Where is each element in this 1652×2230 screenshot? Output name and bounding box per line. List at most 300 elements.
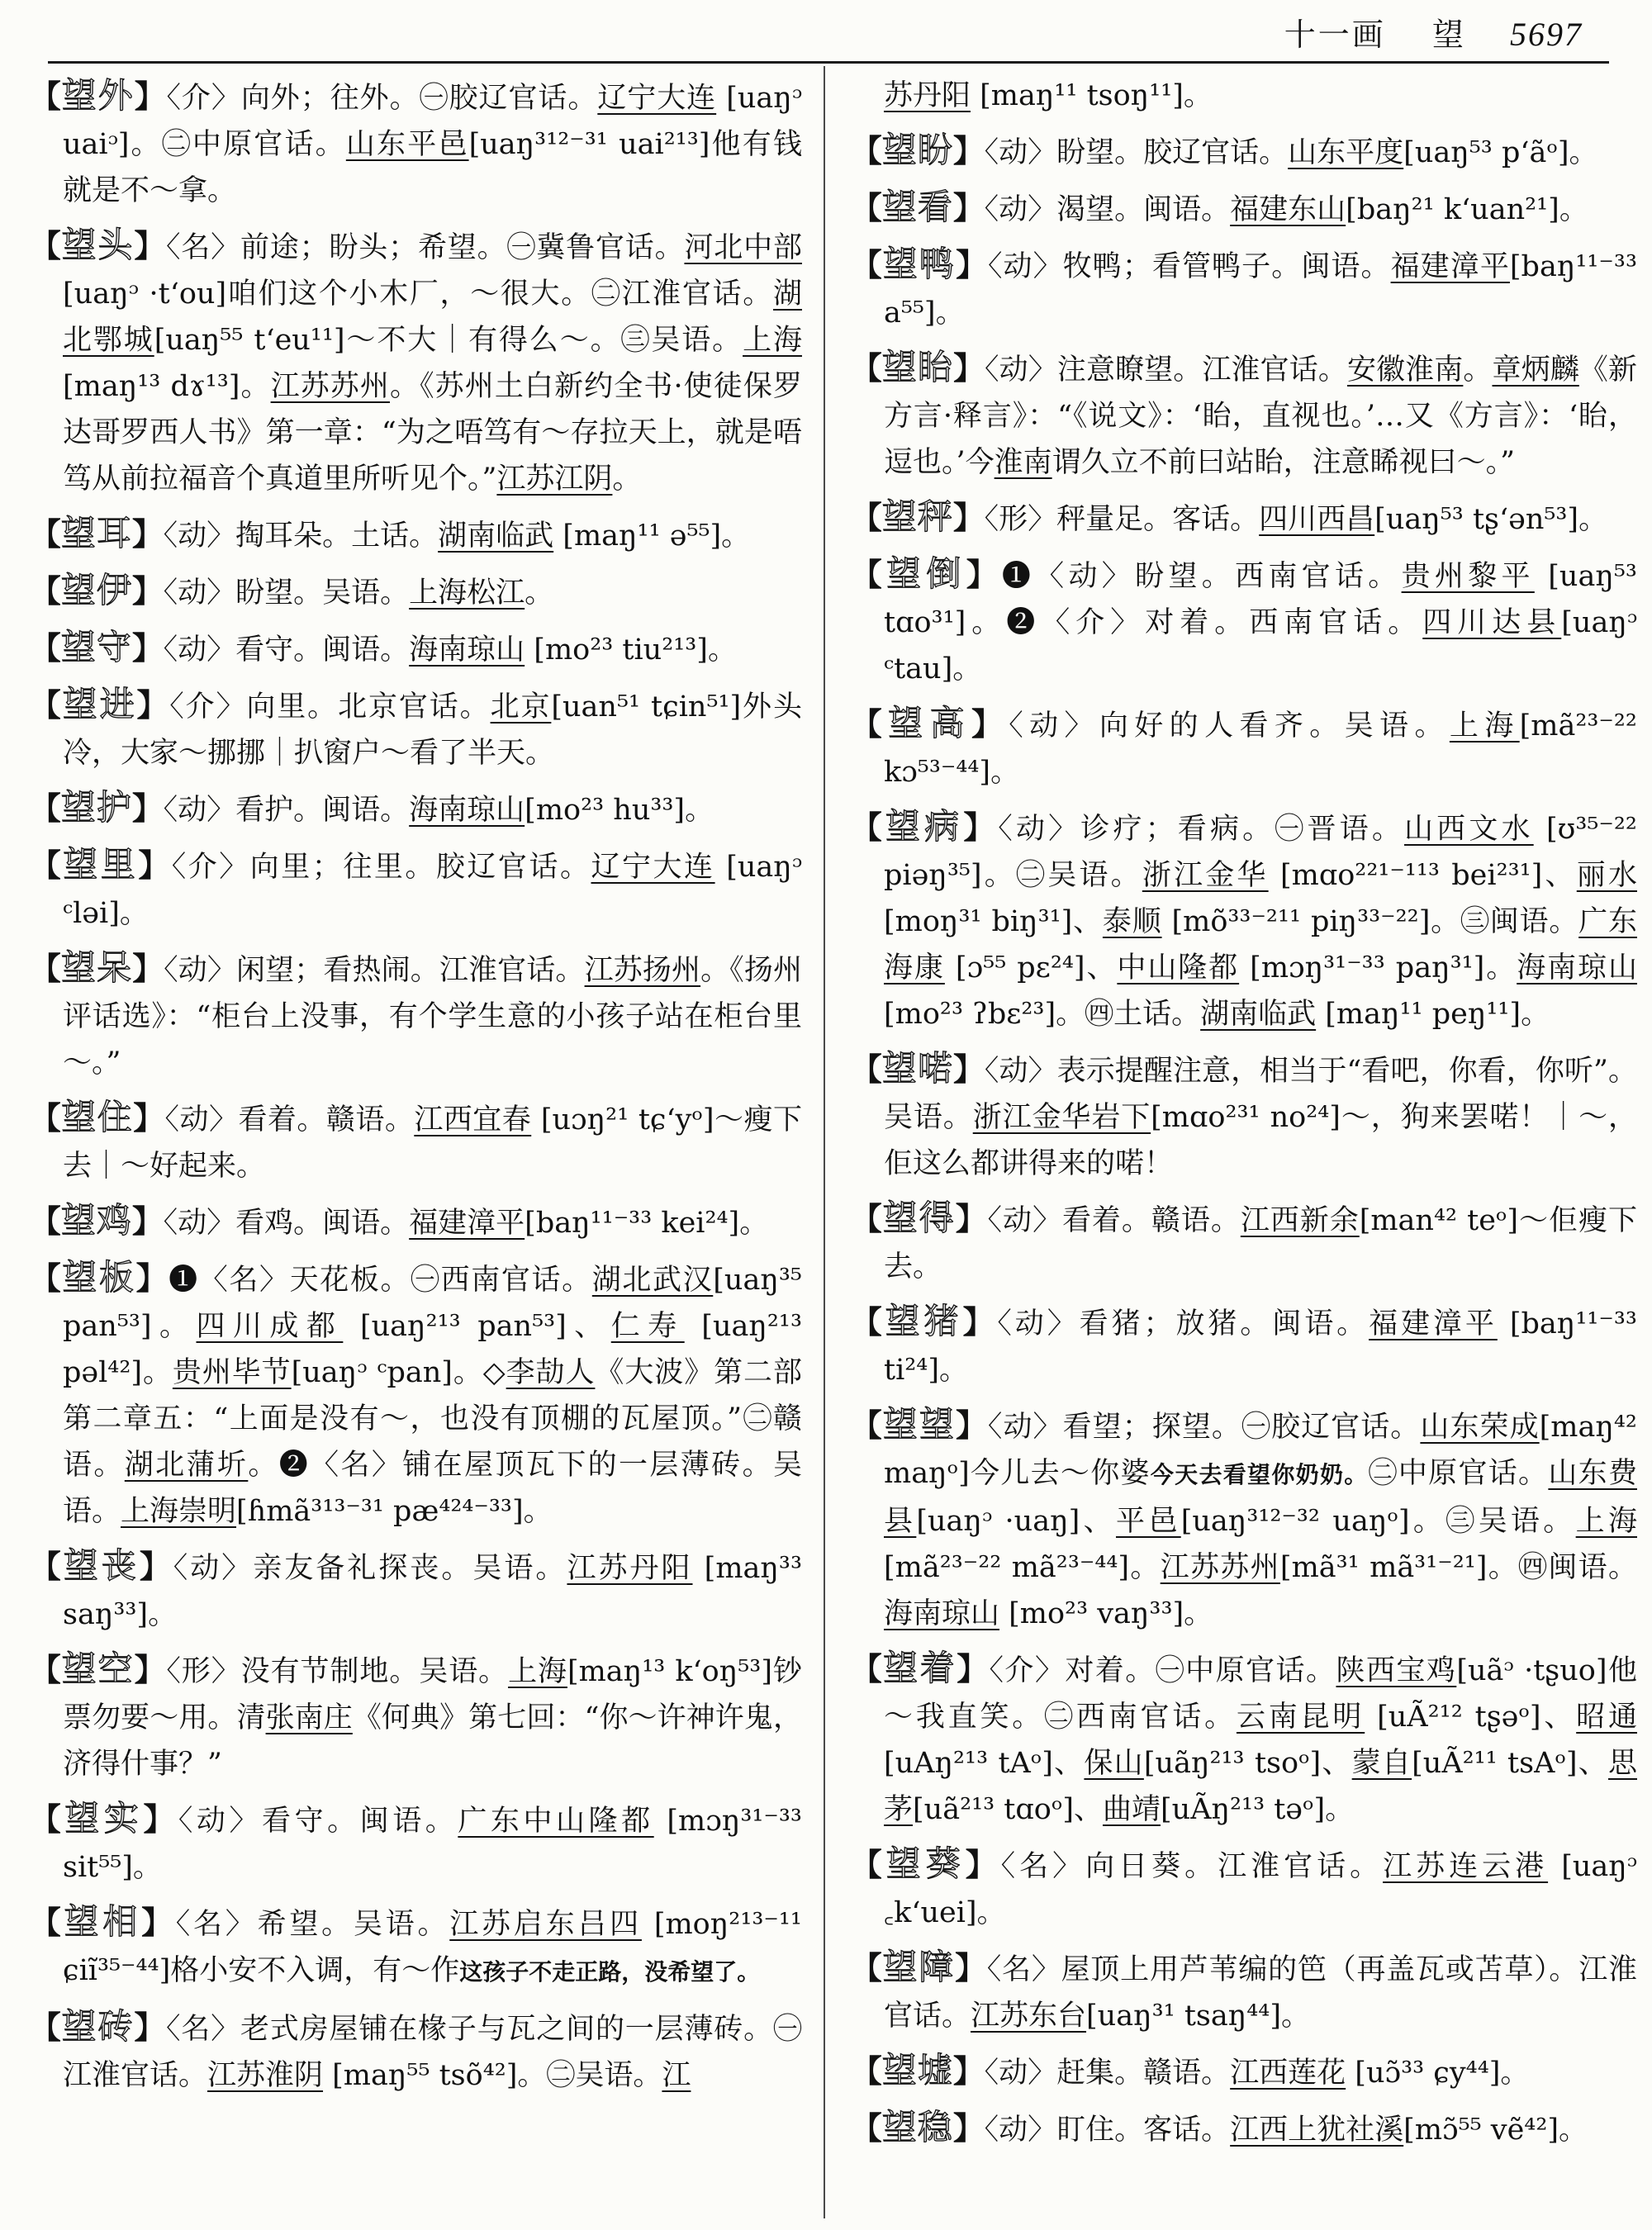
entry-text: ❶〈动〉盼望。西南官话。 <box>1001 560 1402 593</box>
entry-text: 〈动〉看着。赣语。 <box>164 1103 415 1136</box>
headword-text: 望呆 <box>60 947 133 988</box>
dictionary-entry <box>30 842 802 937</box>
headword-open-bracket: 【 <box>851 1651 884 1687</box>
headword-close-bracket: 】 <box>966 557 1002 593</box>
headword-open-bracket: 【 <box>30 630 61 667</box>
headword-close-bracket: 】 <box>131 573 164 610</box>
headword-text: 望砖 <box>61 2006 135 2047</box>
entry-text: [uã²¹³ tɑoᵒ]、 <box>913 1793 1103 1826</box>
entry-text: [uaŋ²¹³ pan⁵³]、 <box>343 1310 611 1343</box>
dictionary-entry <box>851 1298 1637 1393</box>
entry-text: ㊁中原官话。 <box>1368 1457 1549 1490</box>
entry-text: [baŋ¹¹⁻³³ kei²⁴]。 <box>525 1207 769 1240</box>
entry-text: [moŋ²¹³⁻¹¹ ɕiĩ³⁵⁻⁴⁴]格小安不入调，有～作 <box>63 1908 802 1987</box>
entry-text: [mã²³⁻²² mã²³⁻⁴⁴]。 <box>884 1551 1161 1584</box>
entry-text: 〈名〉前途；盼头；希望。㊀冀鲁官话。 <box>165 231 685 264</box>
left-column <box>30 73 802 2220</box>
entry-text: [mã²³⁻²² kɔ⁵³⁻⁴⁴]。 <box>884 709 1637 789</box>
underlined-name: 江苏连云港 <box>1383 1850 1549 1883</box>
headword-close-bracket: 】 <box>952 133 985 169</box>
headword-text: 望高 <box>888 703 971 743</box>
headword-text: 望实 <box>64 1798 144 1839</box>
headword-open-bracket: 【 <box>851 1304 885 1340</box>
headword <box>851 553 1002 594</box>
entry-text: 。 <box>612 463 642 496</box>
entry-text: 〈形〉没有节制地。吴语。 <box>166 1655 509 1688</box>
headword-open-bracket: 【 <box>851 1407 883 1444</box>
underlined-name: 海南琼山 <box>409 633 525 667</box>
entry-text: [uaŋᵓ ᶜpan]。◇ <box>291 1356 506 1389</box>
underlined-name: 福建漳平 <box>1390 250 1510 283</box>
entry-text: [baŋ¹¹⁻³³ a⁵⁵]。 <box>884 250 1637 330</box>
entry-text: [uaŋᵓ ·uaŋ]、 <box>916 1505 1116 1538</box>
headword-close-bracket: 】 <box>141 1905 176 1941</box>
headword <box>851 806 999 847</box>
dictionary-entry <box>30 1796 802 1891</box>
headword-text: 望望 <box>882 1404 957 1445</box>
entry-text: 〈动〉看守。闽语。 <box>163 633 410 667</box>
headword-open-bracket: 【 <box>30 1801 65 1838</box>
headword-open-bracket: 【 <box>851 706 889 743</box>
headword-text: 望进 <box>62 684 137 724</box>
entry-text: 〈动〉闲望；看热闹。江淮官话。 <box>164 954 585 987</box>
underlined-name: 江苏丹阳 <box>567 1552 693 1585</box>
headword-close-bracket: 】 <box>963 809 999 846</box>
headword-text: 望盼 <box>881 130 953 170</box>
headword-text: 望眙 <box>881 347 954 387</box>
entry-text: 〈名〉向日葵。江淮官话。 <box>1000 1850 1384 1883</box>
dictionary-entry <box>30 681 802 776</box>
underlined-name: 云南昆明 <box>1236 1701 1365 1734</box>
entry-text: 。《扬州评话选》：“柜台上没事，有个学生意的小孩子站在柜台里～。” <box>63 954 802 1079</box>
dictionary-entry <box>30 1094 802 1189</box>
headword <box>851 1404 988 1445</box>
headword-close-bracket: 】 <box>131 1203 164 1240</box>
headword-open-bracket: 【 <box>851 1051 882 1088</box>
dictionary-entry <box>30 945 802 1086</box>
dictionary-entry <box>30 567 802 616</box>
headword-text: 望外 <box>61 75 135 116</box>
entry-text: 〈动〉表示提醒注意，相当于“看吧，你看，你听”。吴语。 <box>884 1055 1637 1134</box>
entry-text: [moŋ³¹ biŋ³¹]、 <box>884 905 1103 938</box>
entry-text: [uaŋ²¹³ pəl⁴²]。 <box>63 1310 802 1389</box>
headword <box>30 627 164 667</box>
dictionary-entry <box>30 2004 802 2099</box>
underlined-name: 湖北鄂城 <box>63 278 802 357</box>
headword <box>851 1048 985 1089</box>
headword-text: 望头 <box>61 225 135 265</box>
entry-text: [mo²³ tiu²¹³]。 <box>525 633 737 667</box>
headword-close-bracket: 】 <box>952 2053 985 2090</box>
headword-text: 望着 <box>883 1648 957 1688</box>
dictionary-entry <box>851 700 1637 795</box>
headword-close-bracket: 】 <box>138 847 172 884</box>
dictionary-entry <box>851 551 1637 692</box>
headword-text: 望丧 <box>63 1545 140 1586</box>
headword-close-bracket: 】 <box>134 228 166 264</box>
headword-open-bracket: 【 <box>851 1201 883 1237</box>
entry-text: [uaŋ⁵³ tɑo³¹]。❷〈介〉对着。西南官话。 <box>884 560 1637 639</box>
entry-text: [uaŋᵓ uaiᵓ]。㊁中原官话。 <box>63 82 802 161</box>
entry-text: [ɦmã³¹³⁻³¹ pæ⁴²⁴⁻³³]。 <box>236 1495 553 1528</box>
headword-text: 望鸭 <box>882 244 957 284</box>
page-number: 5697 <box>1510 16 1583 53</box>
entry-text: 〈名〉希望。吴语。 <box>175 1908 450 1941</box>
dictionary-entry <box>851 1645 1637 1833</box>
entry-text: 《新方言·释言》：“《说文》：‘眙，直视也。’…又《方言》：‘眙，逗也。’今 <box>884 353 1637 479</box>
headword-close-bracket: 】 <box>955 1950 987 1986</box>
headword-close-bracket: 】 <box>953 350 985 387</box>
headword-close-bracket: 】 <box>136 687 170 724</box>
entry-text: [maŋ⁵⁵ tsõ⁴²]。㊁吴语。 <box>323 2059 662 2092</box>
headword-open-bracket: 【 <box>851 809 885 846</box>
dictionary-entry <box>851 1195 1637 1290</box>
underlined-name: 江苏启东吕四 <box>449 1908 642 1941</box>
headword-close-bracket: 】 <box>952 500 985 536</box>
entry-text: 〈动〉诊疗；看病。㊀晋语。 <box>998 813 1404 846</box>
headword <box>30 225 166 265</box>
entry-text: 《大波》第二部第二章五：“上面是没有～，也没有顶棚的瓦屋顶。”㊁赣语。 <box>63 1356 802 1482</box>
underlined-name: 仁寿 <box>610 1310 685 1343</box>
underlined-name: 山东平度 <box>1288 136 1404 169</box>
entry-text: 。 <box>1463 353 1493 387</box>
dictionary-entry <box>851 494 1637 543</box>
underlined-name: 苏丹阳 <box>884 79 971 112</box>
headword-text: 望猪 <box>885 1301 963 1341</box>
entry-text: 〈名〉屋顶上用芦苇编的笆（再盖瓦或苫草）。江淮官话。 <box>884 1953 1637 2033</box>
entry-text: 〈形〉秤量足。客话。 <box>984 503 1260 536</box>
headword <box>30 2006 166 2047</box>
entry-text: [mɔŋ³¹⁻³³ paŋ³¹]。 <box>1239 951 1517 985</box>
entry-continuation <box>851 73 1637 119</box>
underlined-name: 浙江金华 <box>1142 859 1269 892</box>
headword <box>30 1257 169 1298</box>
entry-text: [mõ³³⁻²¹¹ piŋ³³⁻²²]。㊂闽语。 <box>1161 905 1579 938</box>
entry-text: [maŋ¹³ dɤ¹³]。 <box>63 370 271 403</box>
entry-text: [uaŋᵓ ᶜləi]。 <box>63 851 802 930</box>
entry-text: [maŋ³³ saŋ³³]。 <box>63 1552 802 1631</box>
underlined-name: 四川成都 <box>196 1310 344 1343</box>
headword-text: 望秤 <box>881 496 953 537</box>
headword-text: 望耳 <box>60 513 132 553</box>
entry-text: [maŋ⁴² maŋᵒ]今儿去～你婆 <box>884 1411 1637 1490</box>
underlined-name: 中山隆都 <box>1117 951 1240 985</box>
entry-text: 〈动〉看猪；放猪。闽语。 <box>997 1307 1370 1340</box>
underlined-name: 曲靖 <box>1102 1793 1161 1826</box>
entry-text: [uaŋ⁵³ pʻãᵒ]。 <box>1403 136 1598 169</box>
underlined-name: 海南琼山 <box>1517 951 1637 985</box>
headword-close-bracket: 】 <box>953 1051 985 1088</box>
headword-close-bracket: 】 <box>134 2009 166 2046</box>
underlined-name: 海南琼山 <box>884 1597 1000 1630</box>
dictionary-entry <box>30 510 802 559</box>
entry-text: [uaŋᵓ ᶜtau]。 <box>884 606 1637 686</box>
headword-open-bracket: 【 <box>851 1847 886 1883</box>
headword-open-bracket: 【 <box>30 1203 61 1240</box>
underlined-name: 昭通 <box>1576 1701 1637 1734</box>
headword-close-bracket: 】 <box>134 78 167 115</box>
headword <box>851 347 985 387</box>
underlined-name: 四川西昌 <box>1259 503 1375 536</box>
underlined-name: 湖北蒲圻 <box>124 1449 249 1482</box>
entry-text: [uãᵓ ·tʂuo]他～我直笑。㊁西南官话。 <box>884 1654 1637 1734</box>
underlined-name: 山西文水 <box>1404 813 1534 846</box>
entry-text: 〈动〉看守。闽语。 <box>178 1805 458 1838</box>
headword-open-bracket: 【 <box>30 1260 63 1297</box>
dictionary-entry <box>30 222 802 502</box>
dictionary-entry <box>851 804 1637 1037</box>
headword-close-bracket: 】 <box>139 1549 173 1585</box>
entry-text: 〈动〉赶集。赣语。 <box>984 2057 1231 2090</box>
entry-text: [uaŋ³¹ tsaŋ⁴⁴]。 <box>1086 2000 1310 2033</box>
underlined-name: 上海 <box>1449 709 1520 743</box>
dictionary-entry <box>30 1198 802 1246</box>
entry-text: 谓久立不前曰站眙，注意睎视曰～。” <box>1051 446 1516 479</box>
headword <box>30 1097 165 1137</box>
headword-text: 望守 <box>60 627 132 667</box>
underlined-name: 上海 <box>508 1655 567 1688</box>
underlined-name: 江西新余 <box>1240 1204 1360 1237</box>
headword-open-bracket: 【 <box>30 1100 62 1136</box>
underlined-name: 蒙自 <box>1351 1747 1412 1780</box>
headword-open-bracket: 【 <box>30 78 62 115</box>
headword-open-bracket: 【 <box>851 1950 883 1986</box>
headword-text: 望住 <box>61 1097 134 1137</box>
headword <box>851 2107 985 2147</box>
underlined-name: 福建漳平 <box>409 1207 525 1240</box>
headword-open-bracket: 【 <box>30 1652 62 1688</box>
dictionary-entry <box>851 1841 1637 1936</box>
entry-text: [mo²³ ʔbɛ²³]。㊃土话。 <box>884 998 1201 1031</box>
dictionary-entry <box>30 73 802 214</box>
underlined-name: 江苏淮阴 <box>207 2059 324 2092</box>
underlined-name: 江西上犹社溪 <box>1230 2114 1404 2147</box>
entry-text: 〈名〉老式房屋铺在椽子与瓦之间的一层薄砖。㊀江淮官话。 <box>63 2013 802 2092</box>
entry-text: ❶〈名〉天花板。㊀西南官话。 <box>169 1264 592 1297</box>
entry-text: [uɔŋ²¹ tɕʻyᵒ]～瘦下去｜～好起来。 <box>63 1103 802 1183</box>
headword <box>30 1649 167 1689</box>
underlined-name: 淮南 <box>994 446 1052 479</box>
entry-text: [man⁴² teᵒ]～佢瘦下去。 <box>884 1204 1637 1283</box>
headword-open-bracket: 【 <box>30 2009 62 2046</box>
underlined-name: 海南琼山 <box>409 794 525 827</box>
headword <box>851 1198 988 1238</box>
underlined-name: 思茅 <box>884 1747 1637 1826</box>
underlined-name: 江苏江阴 <box>496 463 613 496</box>
entry-text: 。❷〈名〉铺在屋顶瓦下的一层薄砖。吴语。 <box>63 1449 802 1528</box>
underlined-name: 四川达县 <box>1422 606 1562 639</box>
dictionary-entry <box>30 624 802 673</box>
entry-text: 〈动〉看着。赣语。 <box>987 1204 1241 1237</box>
dictionary-entry <box>30 785 802 833</box>
headword <box>851 1843 1001 1884</box>
headword-open-bracket: 【 <box>851 2053 882 2090</box>
headword-text: 望得 <box>882 1198 956 1238</box>
headword <box>30 75 167 116</box>
headword <box>851 496 985 537</box>
dictionary-entry <box>851 1944 1637 2039</box>
headword-open-bracket: 【 <box>30 1905 64 1941</box>
underlined-name: 山东费县 <box>884 1457 1637 1538</box>
underlined-name: 江苏东台 <box>971 2000 1087 2033</box>
entry-text: 〈动〉掏耳朵。土话。 <box>163 520 439 553</box>
headword-text: 望稳 <box>881 2107 953 2147</box>
entry-text: [mɑo²²¹⁻¹¹³ bei²³¹]、 <box>1268 859 1577 892</box>
entry-text: [maŋ¹¹ peŋ¹¹]。 <box>1316 998 1550 1031</box>
entry-text: [uan⁵¹ tɕin⁵¹]外头冷，大家～挪挪｜扒窗户～看了半天。 <box>63 690 802 770</box>
entry-text: 〈动〉亲友备礼探丧。吴语。 <box>173 1552 567 1585</box>
headword <box>851 1648 990 1688</box>
entry-text: [ɔ⁵⁵ pɛ²⁴]、 <box>944 951 1118 985</box>
headword-text: 望喏 <box>881 1048 954 1089</box>
headword-close-bracket: 】 <box>952 2110 985 2147</box>
underlined-name: 江苏扬州 <box>584 954 701 987</box>
dictionary-entry <box>851 1402 1637 1637</box>
headword-close-bracket: 】 <box>132 951 164 987</box>
headword <box>851 703 1009 743</box>
headword <box>30 1545 173 1586</box>
headword <box>30 1200 164 1241</box>
underlined-name: 江 <box>662 2059 691 2092</box>
underlined-name: 保山 <box>1084 1747 1144 1780</box>
entry-text: 〈动〉注意瞭望。江淮官话。 <box>985 353 1347 387</box>
dictionary-entry <box>851 184 1637 233</box>
entry-text: [ʊ³⁵⁻²² piəŋ³⁵]。㊁吴语。 <box>884 813 1637 892</box>
headword-text: 望鸡 <box>60 1200 132 1241</box>
underlined-name: 安徽淮南 <box>1346 353 1464 387</box>
headword-open-bracket: 【 <box>30 228 62 264</box>
headword <box>851 2050 985 2090</box>
underlined-name: 北京 <box>490 690 552 724</box>
entry-text: 。 <box>525 576 554 610</box>
headword <box>30 787 164 828</box>
stroke-section-label: 十一画 <box>1284 17 1386 53</box>
headword-open-bracket: 【 <box>851 247 883 283</box>
underlined-name: 上海 <box>743 324 802 357</box>
entry-text: [uaŋ³¹²⁻³² uaŋᵒ]。㊂吴语。 <box>1180 1505 1576 1538</box>
entry-text: [uɔ̃³³ ɕy⁴⁴]。 <box>1346 2057 1530 2090</box>
headword-close-bracket: 】 <box>971 706 1009 743</box>
headword-close-bracket: 】 <box>131 516 164 553</box>
headword-close-bracket: 】 <box>955 1201 988 1237</box>
underlined-name: 贵州毕节 <box>172 1356 292 1389</box>
headword-close-bracket: 】 <box>962 1304 998 1340</box>
entry-text: [uãŋ²¹³ tsoᵒ]、 <box>1143 1747 1352 1780</box>
entry-text: 〈动〉牧鸭；看管鸭子。闽语。 <box>987 250 1391 283</box>
headword-text: 望护 <box>60 787 132 828</box>
dictionary-entry <box>30 1899 802 1995</box>
underlined-name: 山东平邑 <box>345 128 469 161</box>
underlined-name: 福建漳平 <box>1369 1307 1498 1340</box>
underlined-name: 上海崇明 <box>121 1495 237 1528</box>
entry-text: 〈动〉看望；探望。㊀胶辽官话。 <box>987 1411 1421 1444</box>
headword-text: 望障 <box>882 1947 956 1987</box>
underlined-name: 陕西宝鸡 <box>1336 1654 1457 1687</box>
underlined-name: 山东荣成 <box>1420 1411 1540 1444</box>
headword <box>30 570 164 610</box>
entry-text: 〈动〉看护。闽语。 <box>163 794 410 827</box>
underlined-name: 湖北武汉 <box>591 1264 714 1297</box>
entry-text: [uaŋ⁵³ tʂʻən⁵³]。 <box>1374 503 1608 536</box>
headword-text: 望相 <box>64 1901 142 1942</box>
header-rule <box>48 61 1609 64</box>
headword-close-bracket: 】 <box>956 1407 988 1444</box>
underlined-name: 上海 <box>1575 1505 1637 1538</box>
entry-text: [uaŋᵓ ꜀kʻuei]。 <box>884 1850 1637 1929</box>
headword-open-bracket: 【 <box>851 350 882 387</box>
headword-open-bracket: 【 <box>851 190 882 226</box>
headword-close-bracket: 】 <box>133 1100 165 1136</box>
underlined-name: 泰顺 <box>1102 905 1162 938</box>
underlined-name: 福建东山 <box>1230 193 1346 226</box>
headword <box>851 1947 987 1987</box>
entry-text: [uaŋ³¹²⁻³¹ uai²¹³]他有钱就是不～拿。 <box>63 128 802 207</box>
underlined-name: 广东海康 <box>884 905 1637 985</box>
headword-open-bracket: 【 <box>30 790 61 827</box>
headword-open-bracket: 【 <box>851 557 887 593</box>
headword-open-bracket: 【 <box>851 2110 882 2147</box>
running-header <box>1284 13 1583 56</box>
underlined-name: 辽宁大连 <box>597 82 717 115</box>
dictionary-entry <box>851 2104 1637 2153</box>
dictionary-entry <box>851 127 1637 176</box>
entry-text: 《何典》第七回：“你～许神许鬼，济得什事？” <box>63 1701 802 1781</box>
entry-text: [uaŋ⁵⁵ tʻeu¹¹]～不大｜有得么～。㊂吴语。 <box>154 324 743 357</box>
headword-open-bracket: 【 <box>30 951 61 987</box>
entry-text: 〈动〉盼望。吴语。 <box>163 576 410 610</box>
entry-text: [mo²³ vaŋ³³]。 <box>999 1597 1213 1630</box>
entry-text: [uaŋ³⁵ pan⁵³]。 <box>63 1264 802 1343</box>
header-character: 望 <box>1431 17 1464 53</box>
entry-text: [uÃ²¹² tʂəᵒ]、 <box>1365 1701 1577 1734</box>
underlined-name: 辽宁大连 <box>591 851 715 884</box>
headword <box>30 844 172 885</box>
entry-text: 〈介〉向里；往里。胶辽官话。 <box>171 851 591 884</box>
headword-close-bracket: 】 <box>965 1847 1001 1883</box>
headword-close-bracket: 】 <box>131 790 164 827</box>
entry-text: 〈动〉向好的人看齐。吴语。 <box>1009 709 1450 743</box>
entry-text: 〈介〉对着。㊀中原官话。 <box>989 1654 1336 1687</box>
headword-text: 望墟 <box>881 2050 953 2090</box>
headword <box>30 947 164 988</box>
headword-open-bracket: 【 <box>851 500 882 536</box>
headword-text: 望病 <box>885 806 964 847</box>
dictionary-entry <box>851 241 1637 336</box>
underlined-name: 湖南临武 <box>438 520 554 553</box>
entry-text: [baŋ²¹ kʻuan²¹]。 <box>1346 193 1588 226</box>
entry-text: [mã³¹ mã³¹⁻²¹]。㊃闽语。 <box>1279 1551 1637 1584</box>
underlined-name: 河北中部 <box>684 231 802 264</box>
underlined-name: 江西莲花 <box>1230 2057 1346 2090</box>
headword-open-bracket: 【 <box>30 687 63 724</box>
underlined-name: 江苏苏州 <box>1160 1551 1280 1584</box>
headword-text: 望空 <box>61 1649 135 1689</box>
entry-text: [mɔ̃⁵⁵ vẽ⁴²]。 <box>1403 2114 1588 2147</box>
dictionary-entry <box>30 1646 802 1787</box>
entry-text: [uaŋᵓ ·tʻou]咱们这个小木厂，～很大。㊁江淮官话。 <box>63 278 773 311</box>
headword <box>30 1901 176 1942</box>
headword <box>851 244 988 284</box>
column-divider <box>824 66 825 2218</box>
entry-text: [maŋ¹¹ tsoŋ¹¹]。 <box>971 79 1213 112</box>
entry-text: 。《苏州土白新约全书·使徒保罗达哥罗西人书》第一章：“为之唔笃有～存拉天上，就是唔笃从前拉福音个真道里所听见个。” <box>63 370 802 496</box>
entry-text: 〈介〉向外；往外。㊀胶辽官话。 <box>166 82 598 115</box>
underlined-name: 湖南临武 <box>1200 998 1317 1031</box>
entry-text: 〈动〉渴望。闽语。 <box>984 193 1231 226</box>
underlined-name: 广东中山隆都 <box>458 1805 654 1838</box>
headword-text: 望看 <box>881 187 953 227</box>
headword-text: 望葵 <box>885 1843 966 1884</box>
